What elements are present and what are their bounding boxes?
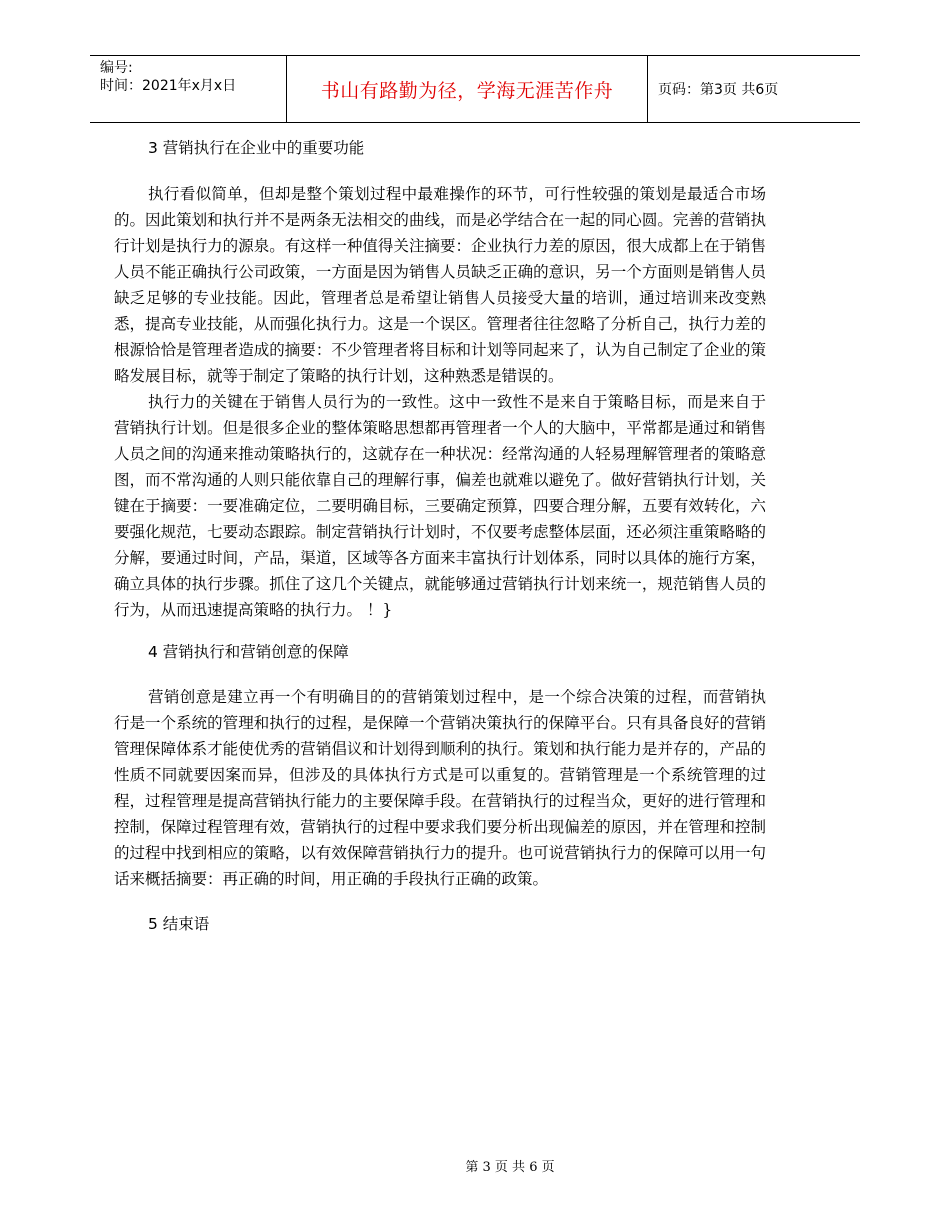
header-page-label: 页码：第3页 共6页 bbox=[658, 82, 779, 98]
section-title: 5 结束语 bbox=[148, 915, 210, 933]
paragraph: 执行看似简单，但却是整个策划过程中最难操作的环节，可行性较强的策划是最适合市场的。因此策划和执行并不是两条无法相交的曲线，而是必学结合在一起的同心圆。完善的营销执行计划是执行力的源泉。有这样一种值得关注摘要：企业执行力差的原因，很大成都上在于销售人员不能正确执行公司政策，一方面是因为销售人员缺乏正确的意识，另一个方面则是销售人员缺乏足够的专业技能。因此，管理者总是希望让销售人员接受大量的培训，通过培训来改变熟悉，提高专业技能，从而强化执行力。这是一个误区。管理者往往忽略了分析自己，执行力差的根源恰恰是管理者造成的摘要：不少管理者将目标和计划等同起来了，认为自己制定了企业的策略发展目标，就等于制定了策略的执行计划，这种熟悉是错误的。 bbox=[114, 185, 766, 385]
paragraph: 营销创意是建立再一个有明确目的的营销策划过程中，是一个综合决策的过程，而营销执行是一个系统的管理和执行的过程，是保障一个营销决策执行的保障平台。只有具备良好的营销管理保障体系才能使优秀的营销倡议和计划得到顺利的执行。策划和执行能力是并存的，产品的性质不同就要因案而异，但涉及的具体执行方式是可以重复的。营销管理是一个系统管理的过程，过程管理是提高营销执行能力的主要保障手段。在营销执行的过程当众，更好的进行管理和控制，保障过程管理有效，营销执行的过程中要求我们要分析出现偏差的原因，并在管理和控制的过程中找到相应的策略，以有效保障营销执行力的提升。也可说营销执行力的保障可以用一句话来概括摘要：再正确的时间，用正确的手段执行正确的政策。 bbox=[114, 688, 766, 888]
paragraph: 执行力的关键在于销售人员行为的一致性。这中一致性不是来自于策略目标，而是来自于营销执行计划。但是很多企业的整体策略思想都再管理者一个人的大脑中，平常都是通过和销售人员之间的沟通来推动策略执行的，这就存在一种状况：经常沟通的人轻易理解管理者的策略意图，而不常沟通的人则只能依靠自己的理解行事，偏差也就难以避免了。做好营销执行计划，关键在于摘要：一要准确定位，二要明确目标，三要确定预算，四要合理分解，五要有效转化，六要强化规范，七要动态跟踪。制定营销执行计划时，不仅要考虑整体层面，还必须注重策略略的分解，要通过时间，产品，渠道，区域等各方面来丰富执行计划体系，同时以具体的施行方案，确立具体的执行步骤。抓住了这几个关键点，就能够通过营销执行计划来统一，规范销售人员的行为，从而迅速提高策略的执行力。 ！} bbox=[114, 393, 766, 619]
section-title: 4 营销执行和营销创意的保障 bbox=[148, 643, 349, 661]
page-footer bbox=[0, 1156, 950, 1175]
document-number-label: 编号: bbox=[100, 60, 133, 76]
header-slogan-cell bbox=[286, 56, 648, 122]
header-slogan: 书山有路勤为径，学海无涯苦作舟 bbox=[320, 79, 614, 102]
header-page-cell bbox=[648, 56, 860, 122]
header-meta bbox=[90, 56, 286, 122]
page-header bbox=[90, 55, 860, 123]
footer-page-number: 第 3 页 共 6 页 bbox=[465, 1160, 555, 1175]
document-time-label: 时间：2021年x月x日 bbox=[100, 78, 237, 94]
section-title: 3 营销执行在企业中的重要功能 bbox=[148, 139, 365, 157]
document-body bbox=[114, 135, 766, 937]
